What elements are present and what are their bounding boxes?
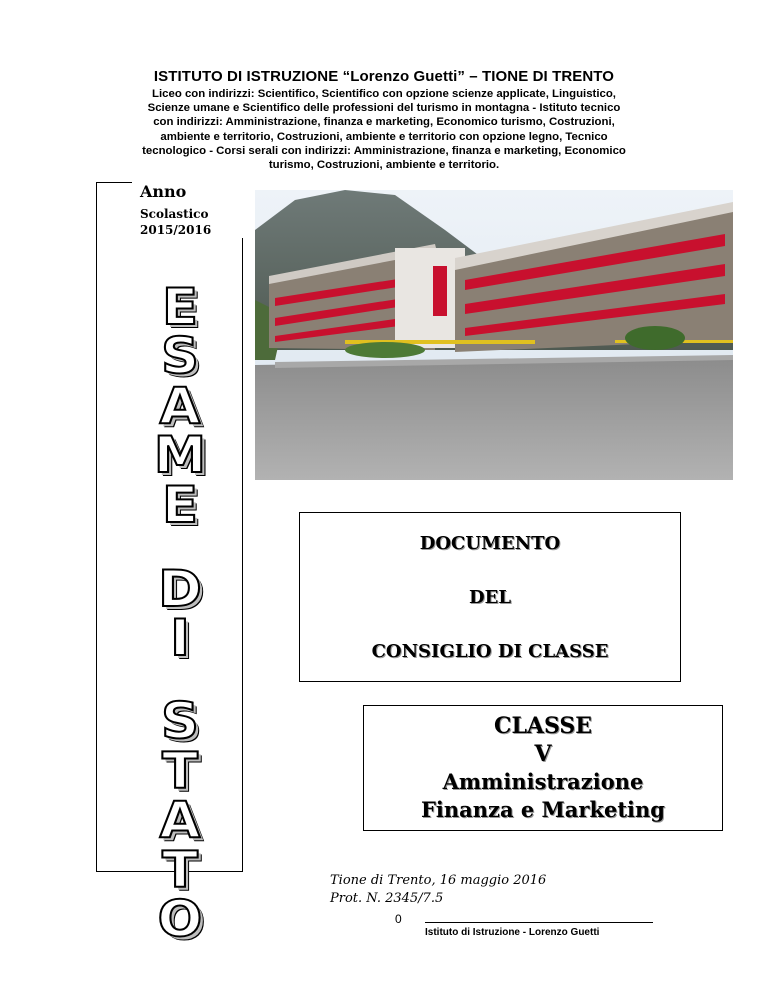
school-header [40,68,728,172]
school-building-photo [255,190,733,480]
protocol-number: Prot. N. 2345/7.5 [330,891,444,906]
description-line: ambiente e territorio, Costruzioni, ambiente e territorio con opzione legno, Tecnico [160,130,608,143]
school-title: ISTITUTO DI ISTRUZIONE “Lorenzo Guetti” – TIONE DI TRENTO [153,68,615,85]
frame-left-line [96,182,97,872]
description-line: Liceo con indirizzi: Scientifico, Scientifico con opzione scienze applicate, Linguistico, [152,88,616,100]
vertical-letter: S [161,692,199,750]
vertical-letter: E [162,278,198,336]
document-title-box [299,512,681,682]
document-title-line2: DEL [469,587,511,608]
class-label: CLASSE [493,713,593,739]
class-course-line1: Amministrazione [442,769,644,794]
school-year: 2015/2016 [140,223,212,237]
vertical-letter: T [162,742,198,800]
document-title-line3: CONSIGLIO DI CLASSE [371,641,609,662]
place-date: Tione di Trento, 16 maggio 2016 [330,873,547,888]
frame-top-line [96,182,132,183]
vertical-letter: T [162,841,198,899]
school-description [40,87,728,172]
vertical-letter: I [170,609,190,667]
description-line: tecnologico - Corsi serali con indirizzi: Amministrazione, finanza e marketing, Economico [142,144,626,157]
vertical-letter: E [162,476,198,534]
class-course-line2: Finanza e Marketing [420,797,665,822]
vertical-letter: M [153,426,207,484]
footer-rule [425,922,653,923]
footer-text: Istituto di Istruzione - Lorenzo Guetti [425,927,600,938]
vertical-letter: A [159,377,201,435]
description-line: con indirizzi: Amministrazione, finanza e marketing, Economico turismo, Costruzioni, [153,116,615,129]
vertical-letter: O [157,890,203,948]
anno-label: Anno [140,182,187,201]
class-box [363,705,723,831]
page-number: 0 [395,912,402,926]
description-line: Scienze umane e Scientifico delle professioni del turismo in montagna - Istituto tecnico [147,102,621,115]
class-number: V [534,741,552,767]
scolastico-label: Scolastico [140,207,209,221]
vertical-letter: S [161,327,199,385]
description-line: turismo, Costruzioni, ambiente e territorio. [268,159,500,172]
place-date-block [330,872,546,908]
vertical-letter: D [158,560,202,618]
school-year-block [140,182,211,237]
document-title-line1: DOCUMENTO [419,533,561,554]
vertical-letter: A [159,791,201,849]
frame-right-line [242,238,243,872]
